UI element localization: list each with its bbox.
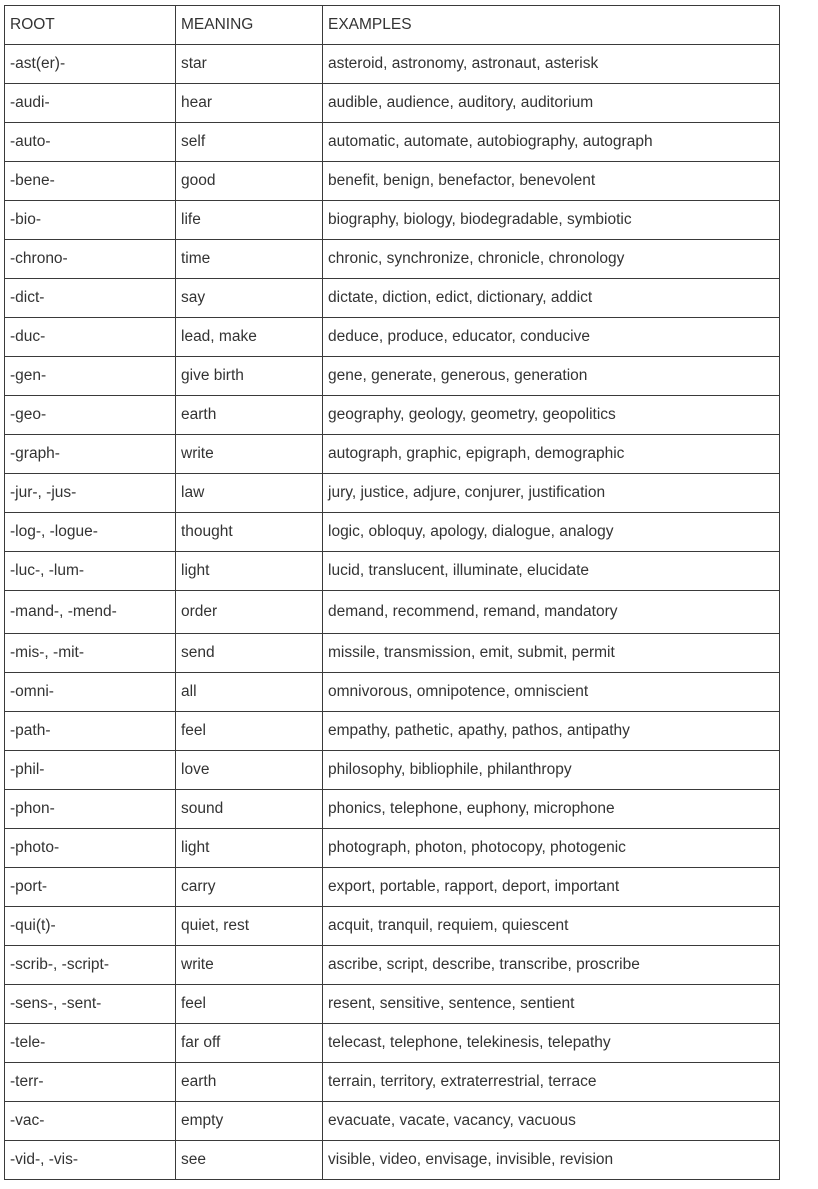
table-row (5, 1102, 780, 1141)
cell-meaning: feel (176, 985, 323, 1024)
cell-meaning: hear (176, 84, 323, 123)
cell-root: -luc-, -lum- (5, 552, 176, 591)
cell-root: -tele- (5, 1024, 176, 1063)
cell-examples: automatic, automate, autobiography, autograph (323, 123, 780, 162)
cell-root: -path- (5, 712, 176, 751)
cell-examples: omnivorous, omnipotence, omniscient (323, 673, 780, 712)
cell-meaning: carry (176, 868, 323, 907)
cell-examples: gene, generate, generous, generation (323, 357, 780, 396)
table-row (5, 868, 780, 907)
cell-meaning: earth (176, 396, 323, 435)
cell-meaning: law (176, 474, 323, 513)
cell-examples: biography, biology, biodegradable, symbiotic (323, 201, 780, 240)
cell-meaning: see (176, 1141, 323, 1180)
cell-root: -vid-, -vis- (5, 1141, 176, 1180)
cell-root: -jur-, -jus- (5, 474, 176, 513)
table-row (5, 474, 780, 513)
header-examples: EXAMPLES (323, 6, 780, 45)
cell-root: -mand-, -mend- (5, 591, 176, 634)
cell-meaning: thought (176, 513, 323, 552)
cell-examples: missile, transmission, emit, submit, permit (323, 634, 780, 673)
cell-root: -photo- (5, 829, 176, 868)
cell-root: -port- (5, 868, 176, 907)
cell-examples: philosophy, bibliophile, philanthropy (323, 751, 780, 790)
table-row (5, 123, 780, 162)
cell-meaning: order (176, 591, 323, 634)
cell-root: -bene- (5, 162, 176, 201)
cell-meaning: lead, make (176, 318, 323, 357)
cell-root: -mis-, -mit- (5, 634, 176, 673)
cell-root: -phon- (5, 790, 176, 829)
cell-examples: jury, justice, adjure, conjurer, justification (323, 474, 780, 513)
header-row (5, 6, 780, 45)
table-row (5, 435, 780, 474)
cell-root: -omni- (5, 673, 176, 712)
cell-meaning: give birth (176, 357, 323, 396)
cell-meaning: empty (176, 1102, 323, 1141)
cell-meaning: write (176, 435, 323, 474)
table-row (5, 357, 780, 396)
table-row (5, 712, 780, 751)
cell-meaning: time (176, 240, 323, 279)
cell-root: -chrono- (5, 240, 176, 279)
table-row (5, 907, 780, 946)
table-row (5, 201, 780, 240)
cell-root: -audi- (5, 84, 176, 123)
table-row (5, 634, 780, 673)
table-row (5, 829, 780, 868)
cell-examples: chronic, synchronize, chronicle, chronology (323, 240, 780, 279)
cell-meaning: feel (176, 712, 323, 751)
table-row (5, 162, 780, 201)
cell-meaning: all (176, 673, 323, 712)
word-roots-table (4, 5, 780, 1180)
table-row (5, 751, 780, 790)
cell-examples: visible, video, envisage, invisible, revision (323, 1141, 780, 1180)
cell-examples: asteroid, astronomy, astronaut, asterisk (323, 45, 780, 84)
cell-examples: telecast, telephone, telekinesis, telepathy (323, 1024, 780, 1063)
cell-root: -duc- (5, 318, 176, 357)
cell-examples: photograph, photon, photocopy, photogenic (323, 829, 780, 868)
cell-examples: dictate, diction, edict, dictionary, addict (323, 279, 780, 318)
cell-examples: terrain, territory, extraterrestrial, terrace (323, 1063, 780, 1102)
table-row (5, 396, 780, 435)
table-row (5, 318, 780, 357)
table-row (5, 673, 780, 712)
cell-root: -ast(er)- (5, 45, 176, 84)
cell-examples: logic, obloquy, apology, dialogue, analogy (323, 513, 780, 552)
header-root: ROOT (5, 6, 176, 45)
table-row (5, 1024, 780, 1063)
cell-examples: resent, sensitive, sentence, sentient (323, 985, 780, 1024)
table-row (5, 45, 780, 84)
cell-root: -scrib-, -script- (5, 946, 176, 985)
cell-root: -dict- (5, 279, 176, 318)
table-row (5, 591, 780, 634)
cell-examples: geography, geology, geometry, geopolitics (323, 396, 780, 435)
table-row (5, 513, 780, 552)
cell-root: -log-, -logue- (5, 513, 176, 552)
cell-examples: evacuate, vacate, vacancy, vacuous (323, 1102, 780, 1141)
cell-examples: demand, recommend, remand, mandatory (323, 591, 780, 634)
table-row (5, 985, 780, 1024)
cell-meaning: quiet, rest (176, 907, 323, 946)
cell-root: -terr- (5, 1063, 176, 1102)
cell-examples: audible, audience, auditory, auditorium (323, 84, 780, 123)
cell-meaning: sound (176, 790, 323, 829)
cell-meaning: light (176, 829, 323, 868)
cell-meaning: star (176, 45, 323, 84)
table-row (5, 1141, 780, 1180)
cell-root: -geo- (5, 396, 176, 435)
cell-examples: acquit, tranquil, requiem, quiescent (323, 907, 780, 946)
table-row (5, 1063, 780, 1102)
cell-examples: phonics, telephone, euphony, microphone (323, 790, 780, 829)
table-row (5, 279, 780, 318)
cell-examples: empathy, pathetic, apathy, pathos, antipathy (323, 712, 780, 751)
cell-examples: export, portable, rapport, deport, important (323, 868, 780, 907)
table-body (5, 45, 780, 1180)
cell-examples: deduce, produce, educator, conducive (323, 318, 780, 357)
cell-meaning: light (176, 552, 323, 591)
cell-examples: autograph, graphic, epigraph, demographic (323, 435, 780, 474)
cell-meaning: say (176, 279, 323, 318)
cell-examples: lucid, translucent, illuminate, elucidate (323, 552, 780, 591)
cell-meaning: self (176, 123, 323, 162)
cell-root: -gen- (5, 357, 176, 396)
header-meaning: MEANING (176, 6, 323, 45)
table-row (5, 790, 780, 829)
cell-meaning: earth (176, 1063, 323, 1102)
cell-meaning: love (176, 751, 323, 790)
cell-examples: ascribe, script, describe, transcribe, proscribe (323, 946, 780, 985)
cell-root: -phil- (5, 751, 176, 790)
cell-meaning: send (176, 634, 323, 673)
table-row (5, 84, 780, 123)
table-row (5, 946, 780, 985)
cell-root: -bio- (5, 201, 176, 240)
cell-examples: benefit, benign, benefactor, benevolent (323, 162, 780, 201)
cell-root: -sens-, -sent- (5, 985, 176, 1024)
cell-meaning: good (176, 162, 323, 201)
table-row (5, 240, 780, 279)
cell-meaning: far off (176, 1024, 323, 1063)
table-row (5, 552, 780, 591)
cell-root: -auto- (5, 123, 176, 162)
cell-meaning: life (176, 201, 323, 240)
cell-meaning: write (176, 946, 323, 985)
cell-root: -graph- (5, 435, 176, 474)
cell-root: -vac- (5, 1102, 176, 1141)
cell-root: -qui(t)- (5, 907, 176, 946)
